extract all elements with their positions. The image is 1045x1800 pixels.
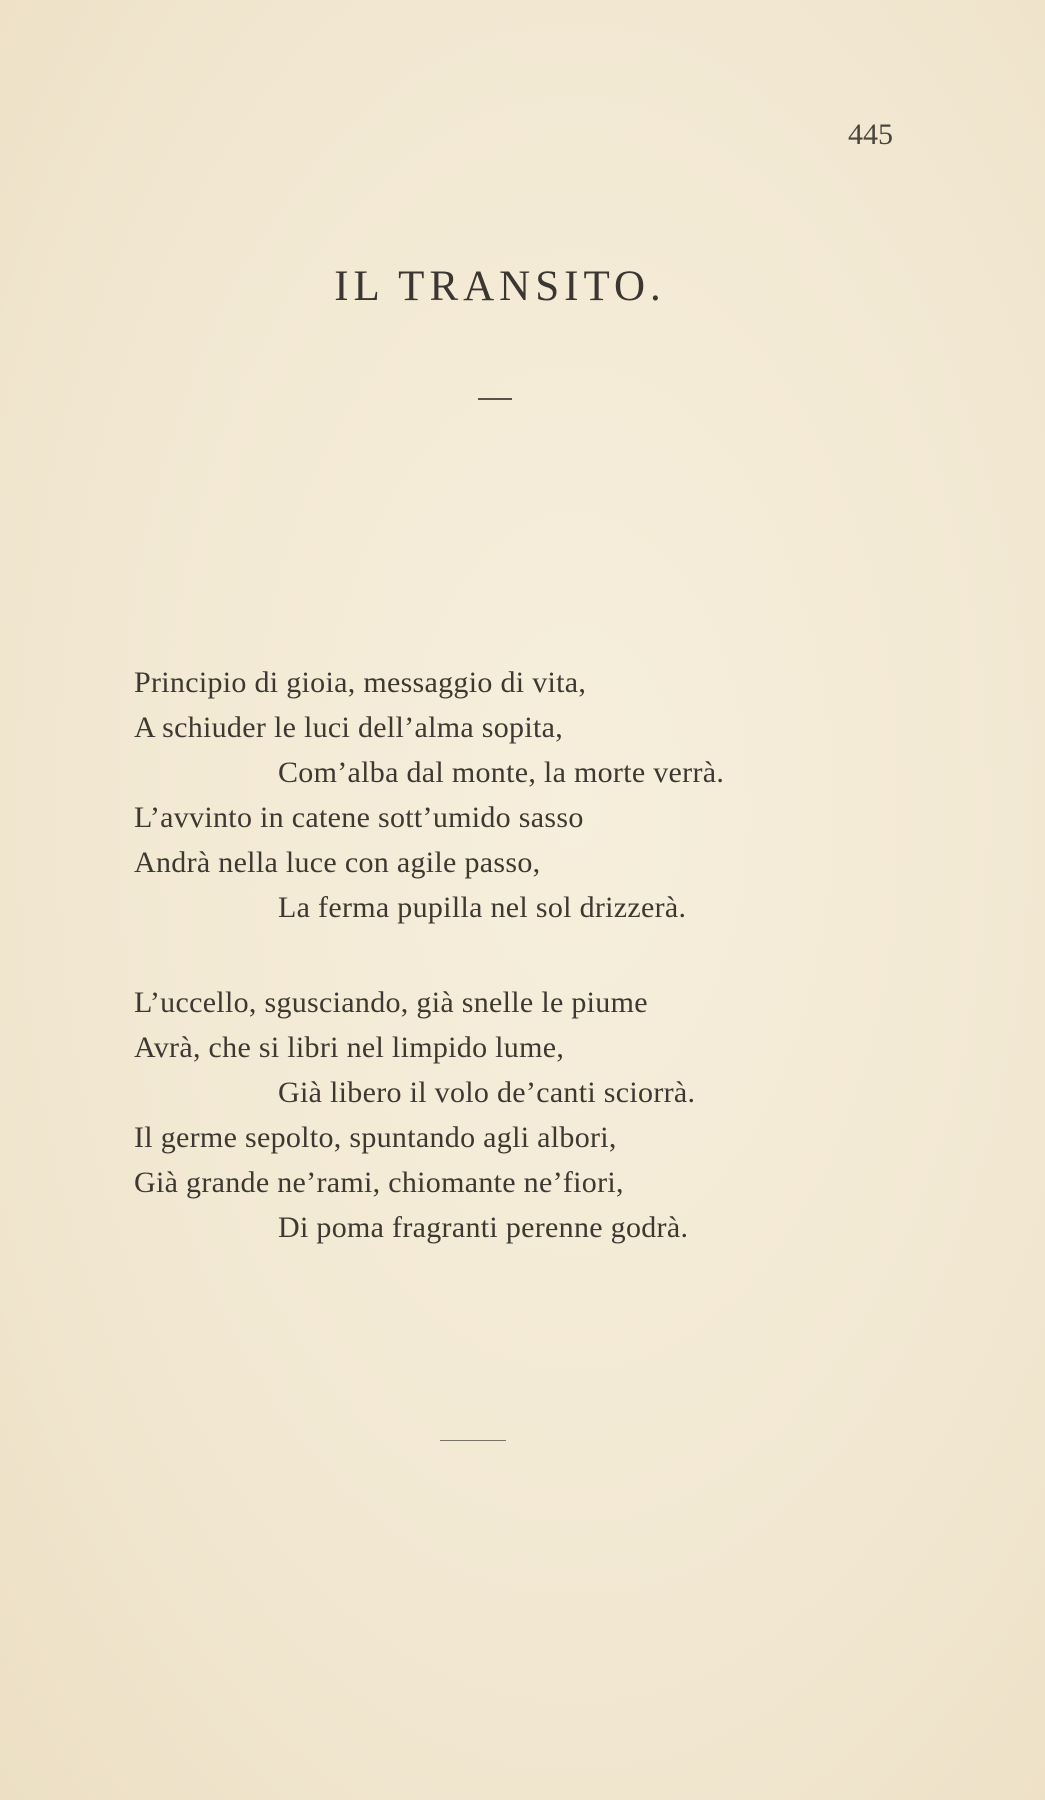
poem — [134, 660, 954, 1300]
poem-line: Già grande ne’rami, chiomante ne’fiori, — [134, 1166, 624, 1199]
poem-line: La ferma pupilla nel sol drizzerà. — [278, 891, 687, 924]
page-title: IL TRANSITO. — [334, 263, 666, 310]
poem-line: Principio di gioia, messaggio di vita, — [134, 666, 587, 699]
poem-line: Andrà nella luce con agile passo, — [134, 846, 541, 879]
poem-line: Avrà, che si libri nel limpido lume, — [134, 1031, 565, 1064]
poem-line: L’uccello, sgusciando, già snelle le piume — [134, 986, 648, 1019]
poem-line: Già libero il volo de’canti sciorrà. — [278, 1076, 696, 1109]
page-number: 445 — [848, 118, 893, 151]
stanza-1 — [134, 660, 954, 930]
stanza-2 — [134, 980, 954, 1250]
closing-rule — [440, 1440, 506, 1441]
poem-line: Il germe sepolto, spuntando agli albori, — [134, 1121, 617, 1154]
title-rule — [478, 398, 512, 400]
poem-line: Di poma fragranti perenne godrà. — [278, 1211, 689, 1244]
poem-line: L’avvinto in catene sott’umido sasso — [134, 801, 584, 834]
poem-line: A schiuder le luci dell’alma sopita, — [134, 711, 564, 744]
poem-line: Com’alba dal monte, la morte verrà. — [278, 756, 725, 789]
